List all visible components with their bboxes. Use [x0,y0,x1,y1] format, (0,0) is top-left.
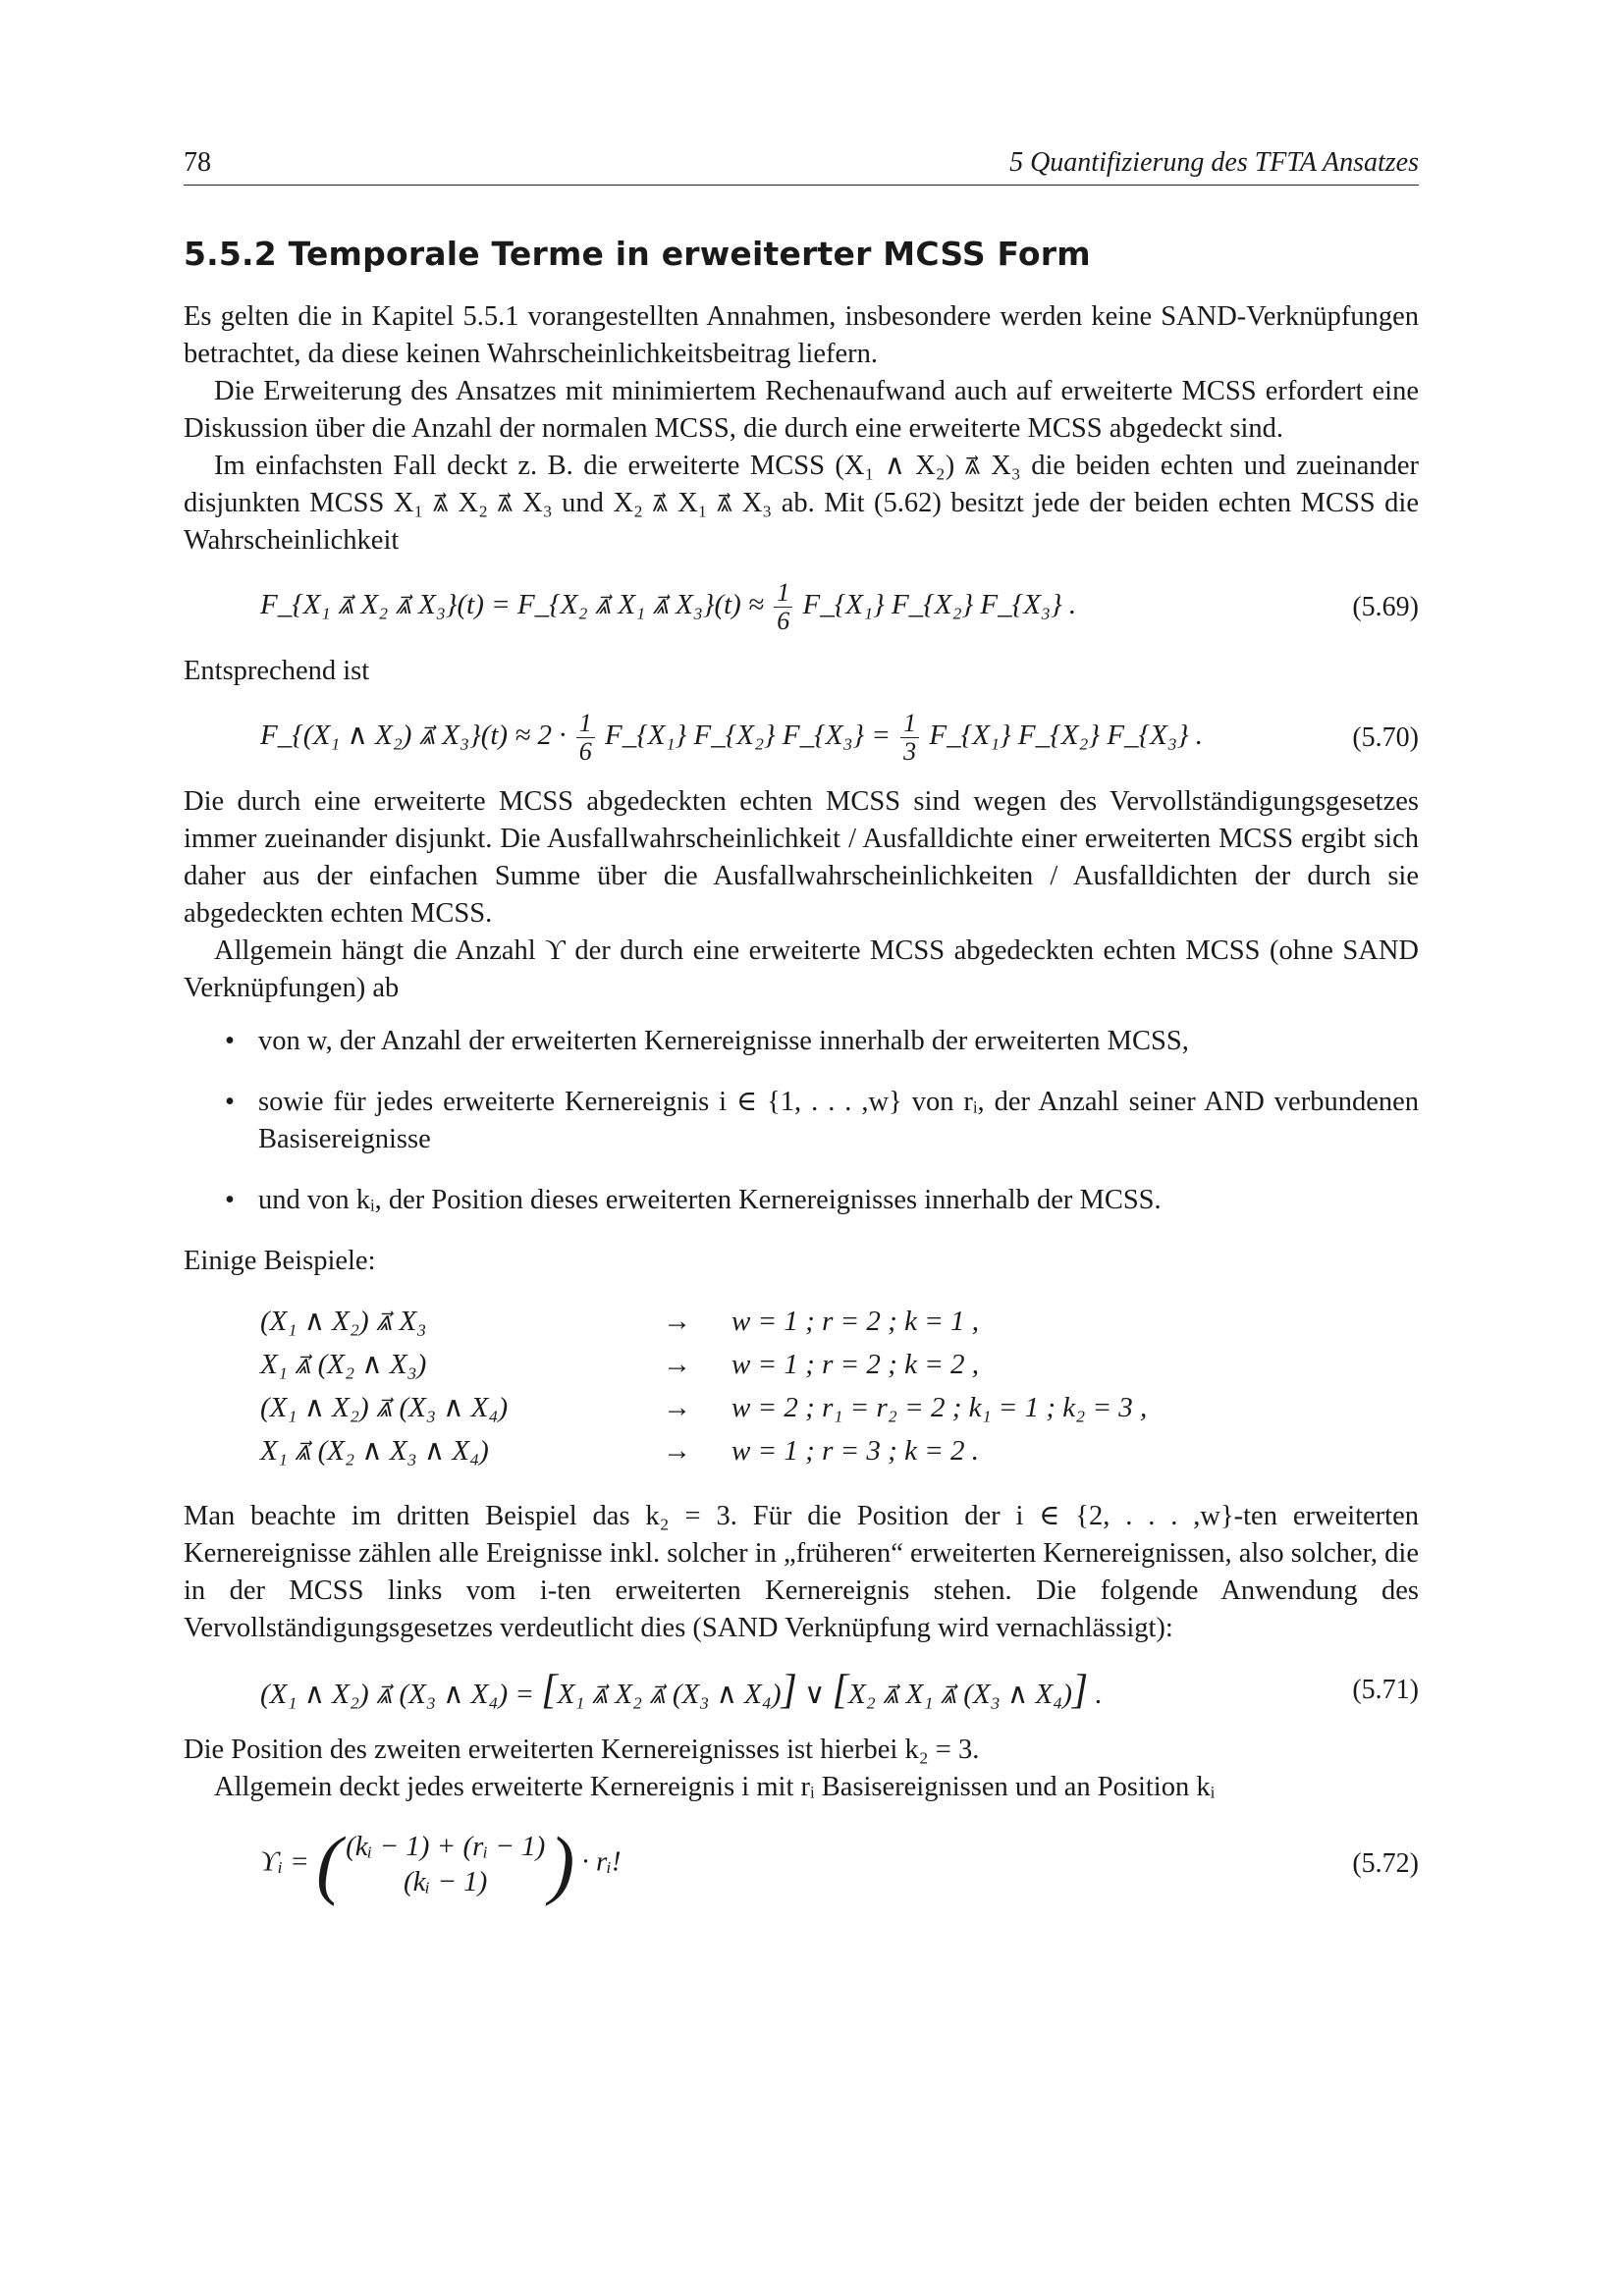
example-row: X₁ ⩓⃗ (X₂ ∧ X₃) → w = 1 ; r = 2 ; k = 2 , [260,1349,980,1380]
list-item: • und von kᵢ, der Position dieses erweiterten Kernereignisses innerhalb der MCSS. [184,1182,1419,1219]
equation-body: (X₁ ∧ X₂) ⩓⃗ (X₃ ∧ X₄) = [X₁ ⩓⃗ X₂ ⩓⃗ (X₃ ∧ X₄)] ∨ [X₂ ⩓⃗ X₁ ⩓⃗ (X₃ ∧ X₄)] . [260,1668,1103,1713]
equation-5-71 [184,1667,1419,1714]
example-row: X₁ ⩓⃗ (X₂ ∧ X₃ ∧ X₄) → w = 1 ; r = 3 ; k = 2 . [260,1435,980,1467]
equation-5-72 [184,1821,1419,1906]
equation-number: (5.69) [1352,591,1419,622]
equation-body: F_{(X₁ ∧ X₂) ⩓⃗ X₃}(t) ≈ 2 · $\frac{1}{6}$ F_{X₁} F_{X₂} F_{X₃} = $\frac{1}{3}$ F_{X₁} F_{X₂} F_{X₃} . [260,709,1204,766]
list-item: • sowie für jedes erweiterte Kernereignis i ∈ {1, . . . ,w} von rᵢ, der Anzahl seiner AND verbundenen Basisereignisse [184,1084,1419,1158]
equation-body: F_{X₁ ⩓⃗ X₂ ⩓⃗ X₃}(t) = F_{X₂ ⩓⃗ X₁ ⩓⃗ X₃}(t) ≈ $\frac{1}{6}$ F_{X₁} F_{X₂} F_{X₃} . [260,578,1077,635]
equation-number: (5.72) [1352,1848,1419,1879]
equation-number: (5.71) [1352,1675,1419,1705]
chapter-title: 5 Quantifizierung des TFTA Ansatzes [1009,147,1419,178]
equation-number: (5.70) [1352,721,1419,753]
paragraph: Die Erweiterung des Ansatzes mit minimiertem Rechenaufwand auch auf erweiterte MCSS erfordert eine Diskussion über die Anzahl der normalen MCSS, die durch eine erweiterte MCSS abgedeckt sind. [184,376,1419,444]
paragraph: Es gelten die in Kapitel 5.5.1 vorangestellten Annahmen, insbesondere werden keine SAND-Verknüpfungen betrachtet, da diese keinen Wahrscheinlichkeitsbeitrag liefern. [184,301,1419,369]
paragraph: Man beachte im dritten Beispiel das k₂ = 3. Für die Position der i ∈ {2, . . . ,w}-ten erweiterten Kernereignisse zählen alle Ereignisse inkl. solcher in „früheren“ erweiterten Kernereignissen, also solcher, die in der MCSS links vom i-ten erweiterten Kernereignis stehen. Die folgende Anwendung des Vervollständigungsgesetzes verdeutlicht dies (SAND Verknüpfung wird vernachlässigt): [184,1501,1419,1643]
equation-5-69 [184,579,1419,635]
binomial: ( (kᵢ − 1) + (rᵢ − 1) (kᵢ − 1) ) [316,1821,575,1906]
page [184,147,1419,1920]
page-number: 78 [184,147,211,178]
list-item: • von w, der Anzahl der erweiterten Kernereignisse innerhalb der erweiterten MCSS, [184,1023,1419,1060]
paragraph: Die Position des zweiten erweiterten Kernereignisses ist hierbei k₂ = 3. [184,1735,980,1765]
section-heading: 5.5.2 Temporale Terme in erweiterter MCSS Form [184,235,1091,273]
examples-table [260,1300,1419,1472]
paragraph: Allgemein hängt die Anzahl ϒ der durch eine erweiterte MCSS abgedeckten echten MCSS (ohne SAND Verknüpfungen) ab [184,935,1419,1003]
paragraph: Im einfachsten Fall deckt z. B. die erweiterte MCSS (X₁ ∧ X₂) ⩓⃗ X₃ die beiden echten und zueinander disjunkten MCSS X₁ ⩓⃗ X₂ ⩓⃗ X₃ und X₂ ⩓⃗ X₁ ⩓⃗ X₃ ab. Mit (5.62) besitzt jede der beiden echten MCSS die Wahrscheinlichkeit [184,451,1419,556]
bullet-list [184,1023,1419,1219]
paragraph: Einige Beispiele: [184,1246,376,1276]
paragraph: Entsprechend ist [184,656,370,686]
paragraph: Allgemein deckt jedes erweiterte Kernereignis i mit rᵢ Basisereignissen und an Position kᵢ [214,1772,1216,1802]
example-row: (X₁ ∧ X₂) ⩓⃗ X₃ → w = 1 ; r = 2 ; k = 1 , [260,1306,980,1337]
running-head [184,147,1419,186]
paragraph: Die durch eine erweiterte MCSS abgedeckten echten MCSS sind wegen des Vervollständigungsgesetzes immer zueinander disjunkt. Die Ausfallwahrscheinlichkeit / Ausfalldichte einer erweiterten MCSS ergibt sich daher aus der einfachen Summe über die Ausfallwahrscheinlichkeiten / Ausfalldichten der durch sie abgedeckten echten MCSS. [184,786,1419,929]
example-row: (X₁ ∧ X₂) ⩓⃗ (X₃ ∧ X₄) → w = 2 ; r₁ = r₂ = 2 ; k₁ = 1 ; k₂ = 3 , [260,1392,1148,1423]
equation-5-70 [184,710,1419,766]
equation-body: ϒᵢ = ( (kᵢ − 1) + (rᵢ − 1) (kᵢ − 1) ) · rᵢ! [260,1821,622,1906]
